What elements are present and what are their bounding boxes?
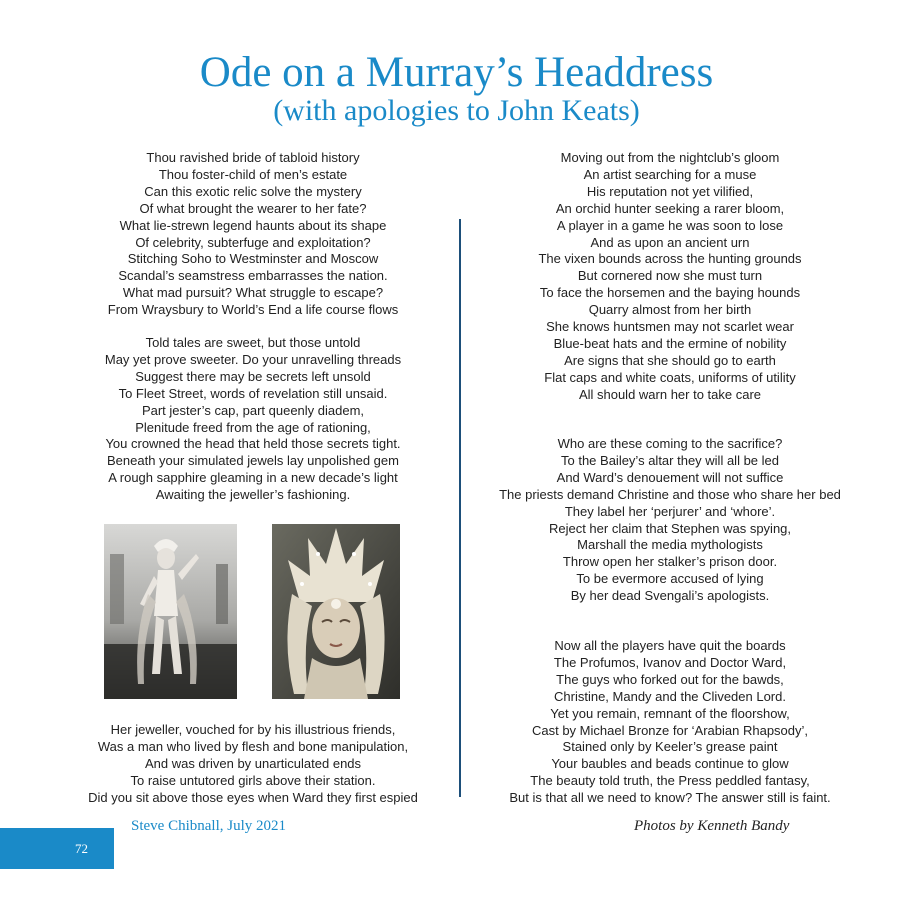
poem-line: Told tales are sweet, but those untold bbox=[145, 335, 361, 350]
poem-line: A player in a game he was soon to lose bbox=[556, 217, 784, 233]
poem-line: She knows huntsmen may not scarlet wear bbox=[546, 319, 794, 335]
poem-line: Blue-beat hats and the ermine of nobility bbox=[553, 335, 787, 351]
poem-line: Awaiting the jeweller’s fashioning. bbox=[155, 487, 351, 503]
photo-showgirl bbox=[104, 524, 237, 699]
poem-line: But cornered now she must turn bbox=[577, 268, 763, 284]
poem-line: And was driven by unarticulated ends bbox=[144, 755, 362, 771]
poem-line: From Wraysbury to World’s End a life course flows bbox=[107, 302, 399, 318]
poem-line: Of celebrity, subterfuge and exploitation? bbox=[135, 234, 371, 250]
poem-line: Was a man who lived by flesh and bone manipulation, bbox=[97, 738, 409, 754]
poem-line: To face the horsemen and the baying hounds bbox=[539, 285, 801, 301]
poem-line: Marshall the media mythologists bbox=[577, 537, 763, 553]
stanza-left-3 bbox=[60, 722, 446, 807]
poem-line: The priests demand Christine and those who share her bed bbox=[499, 486, 841, 502]
poem-line: To raise untutored girls above their station. bbox=[130, 772, 376, 788]
poem-line: Throw open her stalker’s prison door. bbox=[562, 554, 778, 570]
poem-line: Christine, Mandy and the Cliveden Lord. bbox=[554, 688, 786, 704]
poem-line: Who are these coming to the sacrifice? bbox=[557, 436, 783, 451]
poem-line: Stained only by Keeler’s grease paint bbox=[562, 739, 778, 755]
photo-credit: Photos by Kenneth Bandy bbox=[634, 818, 790, 834]
poem-line: May yet prove sweeter. Do your unravelling threads bbox=[104, 351, 402, 367]
poem-line: What lie-strewn legend haunts about its shape bbox=[119, 217, 387, 233]
poem-line: Suggest there may be secrets left unsold bbox=[135, 368, 371, 384]
poem-line: And as upon an ancient urn bbox=[590, 234, 750, 250]
stanza-right-1 bbox=[475, 150, 865, 404]
poem-line: Quarry almost from her birth bbox=[588, 302, 752, 318]
poem-title: Ode on a Murray’s Headdress bbox=[199, 49, 714, 96]
poem-line: An artist searching for a muse bbox=[583, 166, 757, 182]
poem-line: Thou ravished bride of tabloid history bbox=[146, 150, 360, 165]
page-number: 72 bbox=[75, 841, 88, 856]
poem-line: A rough sapphire gleaming in a new decade’s light bbox=[108, 470, 398, 486]
poem-line: The guys who forked out for the bawds, bbox=[556, 671, 784, 687]
stanza-left-2 bbox=[60, 335, 446, 504]
photo-headdress bbox=[272, 524, 400, 699]
poem-line: Beneath your simulated jewels lay unpolished gem bbox=[107, 453, 399, 469]
poem-line: To be evermore accused of lying bbox=[576, 571, 764, 587]
stanza-right-3 bbox=[475, 638, 865, 807]
poem-line: Did you sit above those eyes when Ward they first espied bbox=[88, 789, 418, 805]
poem-line: Her jeweller, vouched for by his illustrious friends, bbox=[110, 722, 396, 737]
poem-line: Part jester’s cap, part queenly diadem, bbox=[141, 402, 365, 418]
poem-line: Reject her claim that Stephen was spying, bbox=[548, 520, 792, 536]
poem-line: Scandal’s seamstress embarrasses the nation. bbox=[118, 268, 388, 284]
column-divider bbox=[459, 219, 461, 797]
poem-line: Can this exotic relic solve the mystery bbox=[144, 183, 362, 199]
poem-line: Thou foster-child of men’s estate bbox=[158, 166, 348, 182]
poem-line: But is that all we need to know? The answer still is faint. bbox=[509, 790, 831, 806]
stanza-right-2 bbox=[475, 436, 865, 605]
page-number-tab bbox=[0, 828, 114, 869]
poem-line: To Fleet Street, words of revelation still unsaid. bbox=[118, 385, 388, 401]
poem-line: An orchid hunter seeking a rarer bloom, bbox=[555, 200, 785, 216]
poem-line: All should warn her to take care bbox=[578, 386, 762, 402]
poem-line: Cast by Michael Bronze for ‘Arabian Rhapsody’, bbox=[531, 722, 809, 738]
poem-line: His reputation not yet vilified, bbox=[586, 183, 754, 199]
poem-line: The Profumos, Ivanov and Doctor Ward, bbox=[553, 654, 787, 670]
poem-line: Of what brought the wearer to her fate? bbox=[139, 200, 367, 216]
poem-line: Are signs that she should go to earth bbox=[564, 352, 776, 368]
poem-line: By her dead Svengali’s apologists. bbox=[570, 588, 770, 604]
poem-line: And Ward’s denouement will not suffice bbox=[556, 469, 784, 485]
poem-line: The vixen bounds across the hunting grounds bbox=[538, 251, 802, 267]
poem-line: Moving out from the nightclub’s gloom bbox=[560, 150, 780, 165]
poem-line: Your baubles and beads continue to glow bbox=[551, 756, 789, 772]
poem-line: They label her ‘perjurer’ and ‘whore’. bbox=[564, 503, 776, 519]
poem-line: You crowned the head that held those secrets tight. bbox=[105, 436, 401, 452]
stanza-left-1 bbox=[60, 150, 446, 319]
poem-line: Now all the players have quit the boards bbox=[554, 638, 786, 653]
author-credit: Steve Chibnall, July 2021 bbox=[131, 818, 286, 834]
poem-line: Plenitude freed from the age of rationing, bbox=[135, 419, 371, 435]
poem-line: What mad pursuit? What struggle to escape? bbox=[122, 285, 384, 301]
poem-line: Yet you remain, remnant of the floorshow, bbox=[550, 705, 790, 721]
poem-subtitle: (with apologies to John Keats) bbox=[273, 94, 640, 127]
poem-line: Flat caps and white coats, uniforms of utility bbox=[544, 369, 796, 385]
poem-line: Stitching Soho to Westminster and Moscow bbox=[127, 251, 379, 267]
poem-line: The beauty told truth, the Press peddled fantasy, bbox=[530, 773, 810, 789]
poem-line: To the Bailey’s altar they will all be led bbox=[561, 452, 779, 468]
